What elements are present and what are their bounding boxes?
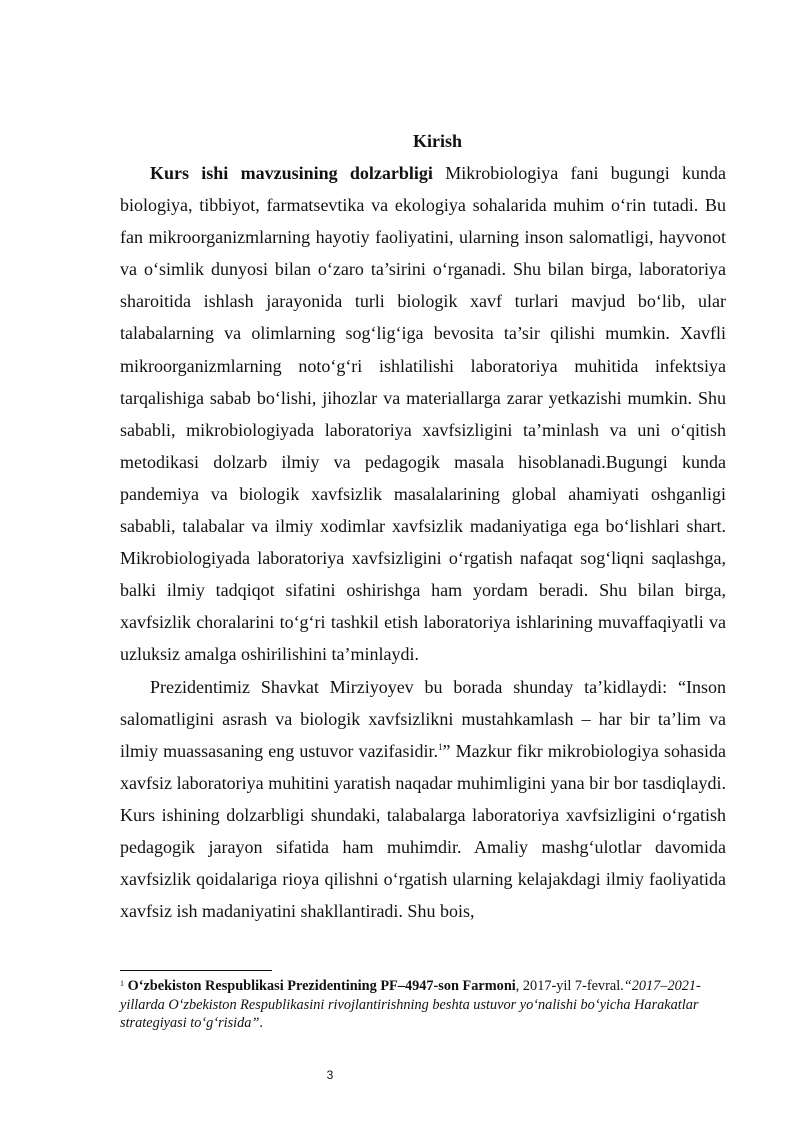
section-heading: Kirish [412,131,462,151]
footnote-source-bold: O‘zbekiston Respublikasi Prezidentining PF–4947-son Farmoni [127,978,516,994]
quote-text-after-ref: ” Mazkur fikr mikrobiologiya sohasida xavfsiz laboratoriya muhitini yaratish naqadar muhimligini yana bir bor tasdiqlaydi. Kurs ishining dolzarbligi shundaki, talabalarga laboratoriya xavfsizligini o‘rgatish pedagogik jarayon sifatida ham muhimdir. Amaliy mashg‘ulotlar davomida xavfsizlik qoidalariga rioya qilishni o‘rgatish ularning kelajakdagi ilmiy faoliyatida xavfsiz ish madaniyatini shakllantiradi. Shu bois, [120,740,727,922]
paragraph-relevance [120,157,726,671]
quote-text-before-ref: Prezidentimiz Shavkat Mirziyoyev bu borada shunday ta’kidlaydi: “Inson salomatligini asrash va biologik xavfsizlikni mustahkamlash – har bir ta’lim va ilmiy muassasaning eng ustuvor vazifasidir. [120,676,726,761]
paragraph-relevance-text: Mikrobiologiya fani bugungi kunda biologiya, tibbiyot, farmatsevtika va ekologiya sohalarida muhim o‘rin tutadi. Bu fan mikroorganizmlarning hayotiy faoliyatini, ularning inson salomatligi, hayvonot va o‘simlik dunyosi bilan o‘zaro ta’sirini o‘rganadi. Shu bilan birga, laboratoriya sharoitida ishlash jarayonida turli biologik xavf turlari mavjud bo‘lib, ular talabalarning va olimlarning sog‘lig‘iga bevosita ta’sir qilishi mumkin. Xavfli mikroorganizmlarning noto‘g‘ri ishlatilishi laboratoriya muhitida infektsiya tarqalishiga sabab bo‘lishi, jihozlar va materiallarga zarar yetkazishi mumkin. Shu sababli, mikrobiologiyada laboratoriya xavfsizligini ta’minlash va uni o‘qitish metodikasi dolzarb ilmiy va pedagogik masala hisoblanadi.Bugungi kunda pandemiya va biologik xavfsizlik masalalarining global ahamiyati oshganligi sababli, talabalar va ilmiy xodimlar xavfsizlik madaniyatiga ega bo‘lishlari shart. Mikrobiologiyada laboratoriya xavfsizligini o‘rgatish nafaqat sog‘liqni saqlashga, balki ilmiy tadqiqot sifatini oshirishga ham yordam beradi. Shu bilan birga, xavfsizlik choralarini to‘g‘ri tashkil etish laboratoriya ishlarining muvaffaqiyatli va uzluksiz amalga oshirilishini ta’minlaydi. [120,163,726,665]
footnote-title-italic: “2017–2021-yillarda O‘zbekiston Respublikasini rivojlantirishning beshta ustuvor yo‘nalishi bo‘yicha Harakatlar strategiyasi to‘g‘risida” [120,978,701,1031]
footnote-divider [120,970,272,971]
footnote-marker: 1 [120,979,124,988]
footnote-end: . [259,1015,263,1031]
footnote-reference[interactable]: 1 [438,741,443,752]
body-text [120,157,726,927]
paragraph-lead-bold: Kurs ishi mavzusining dolzarbligi [150,163,433,183]
footnote [120,977,720,1033]
footnote-date: , 2017-yil 7-fevral. [515,978,624,994]
page-number: 3 [326,1068,334,1082]
paragraph-president-quote [120,671,726,928]
